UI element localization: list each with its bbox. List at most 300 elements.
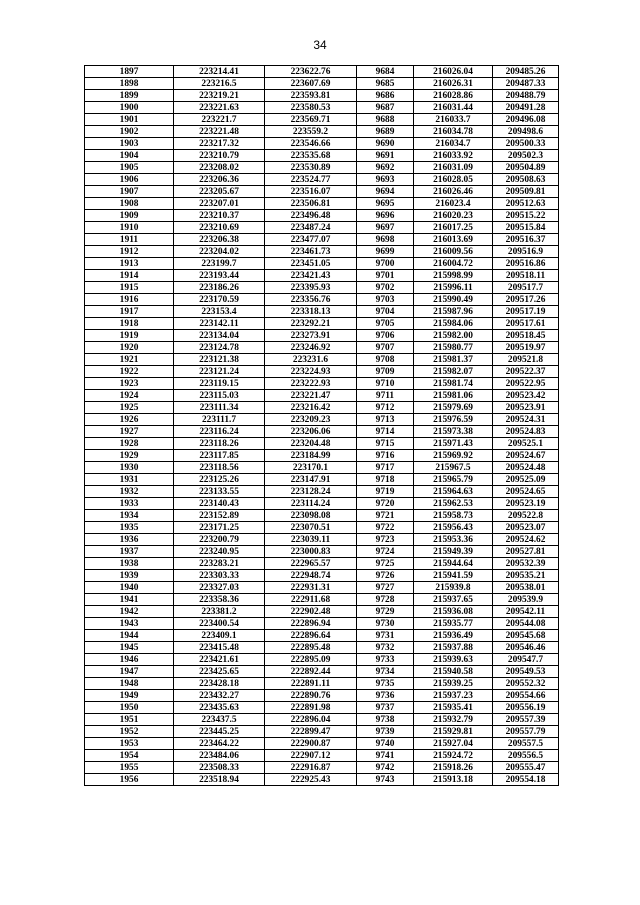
cell-coord-y-a: 222896.94 xyxy=(265,618,357,630)
cell-point-number-b: 9730 xyxy=(357,618,414,630)
table-row xyxy=(85,426,559,438)
table-row xyxy=(85,486,559,498)
cell-coord-y-b: 209535.21 xyxy=(493,570,559,582)
cell-coord-x-a: 223219.21 xyxy=(174,90,265,102)
cell-coord-x-b: 215984.06 xyxy=(414,318,493,330)
table-row xyxy=(85,378,559,390)
cell-coord-y-a: 222896.04 xyxy=(265,714,357,726)
table-row xyxy=(85,750,559,762)
cell-coord-x-a: 223221.48 xyxy=(174,126,265,138)
cell-coord-x-b: 216028.86 xyxy=(414,90,493,102)
cell-coord-y-a: 223524.77 xyxy=(265,174,357,186)
cell-point-number-b: 9706 xyxy=(357,330,414,342)
cell-coord-y-a: 222965.57 xyxy=(265,558,357,570)
table-row xyxy=(85,630,559,642)
cell-point-number-a: 1946 xyxy=(85,654,174,666)
cell-coord-x-a: 223119.15 xyxy=(174,378,265,390)
cell-coord-y-a: 223216.42 xyxy=(265,402,357,414)
cell-coord-y-a: 222911.68 xyxy=(265,594,357,606)
cell-coord-x-b: 215936.49 xyxy=(414,630,493,642)
cell-coord-y-b: 209517.19 xyxy=(493,306,559,318)
cell-point-number-b: 9716 xyxy=(357,450,414,462)
cell-coord-y-b: 209557.39 xyxy=(493,714,559,726)
cell-point-number-a: 1937 xyxy=(85,546,174,558)
table-row xyxy=(85,774,559,786)
cell-point-number-b: 9725 xyxy=(357,558,414,570)
cell-coord-y-b: 209516.9 xyxy=(493,246,559,258)
cell-point-number-b: 9715 xyxy=(357,438,414,450)
cell-coord-x-b: 215939.25 xyxy=(414,678,493,690)
cell-point-number-b: 9699 xyxy=(357,246,414,258)
cell-point-number-b: 9726 xyxy=(357,570,414,582)
cell-coord-x-b: 215936.08 xyxy=(414,606,493,618)
cell-point-number-b: 9714 xyxy=(357,426,414,438)
cell-coord-x-a: 223117.85 xyxy=(174,450,265,462)
table-row xyxy=(85,258,559,270)
cell-point-number-b: 9740 xyxy=(357,738,414,750)
cell-coord-x-b: 215913.18 xyxy=(414,774,493,786)
table-row xyxy=(85,342,559,354)
cell-coord-y-b: 209523.19 xyxy=(493,498,559,510)
cell-coord-x-b: 216033.92 xyxy=(414,150,493,162)
cell-coord-y-b: 209498.6 xyxy=(493,126,559,138)
cell-coord-y-b: 209502.3 xyxy=(493,150,559,162)
cell-point-number-a: 1941 xyxy=(85,594,174,606)
cell-point-number-a: 1948 xyxy=(85,678,174,690)
cell-point-number-a: 1922 xyxy=(85,366,174,378)
cell-coord-x-a: 223170.59 xyxy=(174,294,265,306)
cell-point-number-a: 1956 xyxy=(85,774,174,786)
cell-point-number-a: 1916 xyxy=(85,294,174,306)
cell-coord-x-a: 223116.24 xyxy=(174,426,265,438)
cell-point-number-a: 1934 xyxy=(85,510,174,522)
cell-point-number-a: 1909 xyxy=(85,210,174,222)
cell-point-number-b: 9684 xyxy=(357,66,414,78)
table-row xyxy=(85,222,559,234)
cell-coord-y-b: 209538.01 xyxy=(493,582,559,594)
cell-coord-y-a: 223114.24 xyxy=(265,498,357,510)
cell-coord-x-b: 215941.59 xyxy=(414,570,493,582)
cell-point-number-b: 9729 xyxy=(357,606,414,618)
cell-coord-y-b: 209523.42 xyxy=(493,390,559,402)
cell-coord-x-a: 223217.32 xyxy=(174,138,265,150)
cell-point-number-a: 1914 xyxy=(85,270,174,282)
cell-coord-x-a: 223221.63 xyxy=(174,102,265,114)
cell-coord-x-a: 223204.02 xyxy=(174,246,265,258)
cell-point-number-a: 1942 xyxy=(85,606,174,618)
cell-point-number-a: 1917 xyxy=(85,306,174,318)
cell-coord-y-a: 223421.43 xyxy=(265,270,357,282)
cell-coord-y-b: 209546.46 xyxy=(493,642,559,654)
cell-point-number-a: 1910 xyxy=(85,222,174,234)
cell-coord-x-a: 223432.27 xyxy=(174,690,265,702)
cell-point-number-b: 9707 xyxy=(357,342,414,354)
cell-point-number-b: 9708 xyxy=(357,354,414,366)
cell-coord-x-b: 215973.38 xyxy=(414,426,493,438)
cell-coord-x-a: 223358.36 xyxy=(174,594,265,606)
cell-point-number-a: 1936 xyxy=(85,534,174,546)
cell-coord-y-b: 209549.53 xyxy=(493,666,559,678)
cell-coord-y-a: 223209.23 xyxy=(265,414,357,426)
cell-coord-x-b: 215953.36 xyxy=(414,534,493,546)
table-row xyxy=(85,246,559,258)
cell-coord-y-a: 222892.44 xyxy=(265,666,357,678)
cell-coord-y-a: 222895.48 xyxy=(265,642,357,654)
cell-coord-x-a: 223240.95 xyxy=(174,546,265,558)
table-row xyxy=(85,666,559,678)
cell-point-number-a: 1935 xyxy=(85,522,174,534)
table-row xyxy=(85,726,559,738)
cell-point-number-b: 9722 xyxy=(357,522,414,534)
cell-coord-x-a: 223428.18 xyxy=(174,678,265,690)
cell-coord-y-a: 222948.74 xyxy=(265,570,357,582)
cell-point-number-b: 9693 xyxy=(357,174,414,186)
cell-point-number-b: 9728 xyxy=(357,594,414,606)
cell-point-number-a: 1905 xyxy=(85,162,174,174)
table-row xyxy=(85,570,559,582)
table-row xyxy=(85,318,559,330)
cell-coord-y-a: 223273.91 xyxy=(265,330,357,342)
cell-point-number-b: 9727 xyxy=(357,582,414,594)
table-row xyxy=(85,618,559,630)
cell-coord-y-b: 209517.61 xyxy=(493,318,559,330)
cell-coord-x-a: 223484.06 xyxy=(174,750,265,762)
cell-coord-x-a: 223445.25 xyxy=(174,726,265,738)
cell-point-number-a: 1928 xyxy=(85,438,174,450)
cell-point-number-a: 1949 xyxy=(85,690,174,702)
cell-coord-x-b: 215939.63 xyxy=(414,654,493,666)
table-row xyxy=(85,498,559,510)
cell-coord-y-a: 222931.31 xyxy=(265,582,357,594)
cell-point-number-a: 1927 xyxy=(85,426,174,438)
cell-coord-x-b: 215949.39 xyxy=(414,546,493,558)
cell-coord-x-b: 215944.64 xyxy=(414,558,493,570)
cell-coord-x-a: 223508.33 xyxy=(174,762,265,774)
cell-coord-x-a: 223421.61 xyxy=(174,654,265,666)
cell-coord-y-b: 209517.7 xyxy=(493,282,559,294)
cell-coord-x-a: 223193.44 xyxy=(174,270,265,282)
cell-coord-x-a: 223140.43 xyxy=(174,498,265,510)
cell-point-number-b: 9732 xyxy=(357,642,414,654)
cell-coord-x-a: 223111.7 xyxy=(174,414,265,426)
cell-coord-y-a: 223356.76 xyxy=(265,294,357,306)
cell-coord-y-b: 209524.65 xyxy=(493,486,559,498)
cell-coord-y-b: 209525.1 xyxy=(493,438,559,450)
cell-coord-y-b: 209512.63 xyxy=(493,198,559,210)
cell-point-number-a: 1933 xyxy=(85,498,174,510)
cell-coord-x-a: 223210.69 xyxy=(174,222,265,234)
cell-coord-x-b: 215935.41 xyxy=(414,702,493,714)
cell-point-number-a: 1952 xyxy=(85,726,174,738)
cell-coord-y-a: 222891.98 xyxy=(265,702,357,714)
cell-point-number-a: 1908 xyxy=(85,198,174,210)
table-row xyxy=(85,126,559,138)
cell-coord-y-b: 209487.33 xyxy=(493,78,559,90)
cell-coord-x-b: 215918.26 xyxy=(414,762,493,774)
table-body xyxy=(85,66,559,786)
cell-point-number-b: 9709 xyxy=(357,366,414,378)
cell-point-number-b: 9705 xyxy=(357,318,414,330)
cell-coord-y-a: 223395.93 xyxy=(265,282,357,294)
cell-point-number-a: 1911 xyxy=(85,234,174,246)
cell-coord-x-a: 223200.79 xyxy=(174,534,265,546)
cell-coord-y-a: 222899.47 xyxy=(265,726,357,738)
cell-point-number-b: 9703 xyxy=(357,294,414,306)
cell-coord-x-b: 216026.04 xyxy=(414,66,493,78)
cell-point-number-a: 1950 xyxy=(85,702,174,714)
cell-coord-y-a: 222896.64 xyxy=(265,630,357,642)
cell-point-number-a: 1903 xyxy=(85,138,174,150)
cell-coord-y-a: 223184.99 xyxy=(265,450,357,462)
cell-coord-y-a: 223607.69 xyxy=(265,78,357,90)
table-row xyxy=(85,306,559,318)
cell-coord-x-b: 215987.96 xyxy=(414,306,493,318)
cell-point-number-a: 1923 xyxy=(85,378,174,390)
page-number: 34 xyxy=(313,38,327,52)
cell-coord-x-b: 216020.23 xyxy=(414,210,493,222)
cell-coord-x-b: 215962.53 xyxy=(414,498,493,510)
cell-coord-y-a: 223098.08 xyxy=(265,510,357,522)
cell-coord-y-a: 223000.83 xyxy=(265,546,357,558)
cell-point-number-a: 1915 xyxy=(85,282,174,294)
cell-point-number-a: 1930 xyxy=(85,462,174,474)
cell-coord-y-b: 209547.7 xyxy=(493,654,559,666)
cell-coord-x-a: 223327.03 xyxy=(174,582,265,594)
cell-coord-y-a: 223535.68 xyxy=(265,150,357,162)
cell-point-number-a: 1955 xyxy=(85,762,174,774)
cell-coord-y-b: 209518.11 xyxy=(493,270,559,282)
cell-point-number-b: 9694 xyxy=(357,186,414,198)
cell-point-number-b: 9723 xyxy=(357,534,414,546)
cell-coord-y-a: 223559.2 xyxy=(265,126,357,138)
cell-coord-x-a: 223111.34 xyxy=(174,402,265,414)
cell-coord-y-b: 209522.95 xyxy=(493,378,559,390)
cell-point-number-b: 9701 xyxy=(357,270,414,282)
cell-coord-x-b: 215998.99 xyxy=(414,270,493,282)
cell-coord-y-b: 209524.48 xyxy=(493,462,559,474)
cell-coord-y-a: 223318.13 xyxy=(265,306,357,318)
cell-coord-y-b: 209557.5 xyxy=(493,738,559,750)
cell-coord-x-a: 223206.38 xyxy=(174,234,265,246)
cell-coord-y-b: 209556.5 xyxy=(493,750,559,762)
cell-coord-y-a: 222925.43 xyxy=(265,774,357,786)
cell-coord-x-a: 223121.38 xyxy=(174,354,265,366)
cell-coord-y-a: 223506.81 xyxy=(265,198,357,210)
table-row xyxy=(85,414,559,426)
table-row xyxy=(85,678,559,690)
cell-coord-y-a: 223221.47 xyxy=(265,390,357,402)
table-row xyxy=(85,390,559,402)
table-row xyxy=(85,90,559,102)
table-row xyxy=(85,186,559,198)
cell-coord-x-b: 216009.56 xyxy=(414,246,493,258)
cell-coord-y-a: 223569.71 xyxy=(265,114,357,126)
cell-point-number-b: 9690 xyxy=(357,138,414,150)
cell-point-number-a: 1920 xyxy=(85,342,174,354)
table-row xyxy=(85,606,559,618)
cell-coord-x-b: 215937.23 xyxy=(414,690,493,702)
cell-coord-y-b: 209522.37 xyxy=(493,366,559,378)
cell-point-number-b: 9742 xyxy=(357,762,414,774)
cell-coord-y-a: 223246.92 xyxy=(265,342,357,354)
cell-coord-x-a: 223152.89 xyxy=(174,510,265,522)
cell-coord-y-a: 222890.76 xyxy=(265,690,357,702)
cell-coord-x-b: 215932.79 xyxy=(414,714,493,726)
cell-point-number-a: 1938 xyxy=(85,558,174,570)
cell-point-number-a: 1913 xyxy=(85,258,174,270)
cell-coord-x-a: 223206.36 xyxy=(174,174,265,186)
table-row xyxy=(85,762,559,774)
cell-coord-x-b: 216013.69 xyxy=(414,234,493,246)
cell-coord-x-a: 223205.67 xyxy=(174,186,265,198)
cell-coord-x-a: 223409.1 xyxy=(174,630,265,642)
cell-coord-y-b: 209524.62 xyxy=(493,534,559,546)
cell-point-number-b: 9688 xyxy=(357,114,414,126)
cell-point-number-a: 1945 xyxy=(85,642,174,654)
cell-coord-y-b: 209488.79 xyxy=(493,90,559,102)
cell-coord-y-a: 223496.48 xyxy=(265,210,357,222)
cell-coord-x-b: 215969.92 xyxy=(414,450,493,462)
cell-coord-y-b: 209525.09 xyxy=(493,474,559,486)
cell-coord-x-a: 223437.5 xyxy=(174,714,265,726)
cell-coord-y-a: 223292.21 xyxy=(265,318,357,330)
cell-coord-y-a: 223461.73 xyxy=(265,246,357,258)
cell-coord-x-a: 223208.02 xyxy=(174,162,265,174)
cell-coord-y-b: 209522.8 xyxy=(493,510,559,522)
cell-coord-x-a: 223214.41 xyxy=(174,66,265,78)
cell-point-number-a: 1925 xyxy=(85,402,174,414)
table-row xyxy=(85,738,559,750)
cell-point-number-a: 1912 xyxy=(85,246,174,258)
cell-coord-x-b: 215929.81 xyxy=(414,726,493,738)
cell-coord-x-b: 215924.72 xyxy=(414,750,493,762)
cell-coord-y-b: 209517.26 xyxy=(493,294,559,306)
cell-coord-x-b: 215981.06 xyxy=(414,390,493,402)
cell-point-number-b: 9731 xyxy=(357,630,414,642)
table-row xyxy=(85,450,559,462)
table-row xyxy=(85,402,559,414)
table-row xyxy=(85,270,559,282)
cell-point-number-b: 9717 xyxy=(357,462,414,474)
cell-point-number-b: 9733 xyxy=(357,654,414,666)
cell-point-number-a: 1944 xyxy=(85,630,174,642)
cell-point-number-b: 9741 xyxy=(357,750,414,762)
cell-point-number-a: 1929 xyxy=(85,450,174,462)
table-row xyxy=(85,654,559,666)
table-row xyxy=(85,78,559,90)
coordinates-table xyxy=(84,65,559,786)
cell-coord-y-b: 209496.08 xyxy=(493,114,559,126)
cell-coord-y-b: 209532.39 xyxy=(493,558,559,570)
cell-coord-x-a: 223221.7 xyxy=(174,114,265,126)
cell-coord-x-a: 223464.22 xyxy=(174,738,265,750)
cell-coord-x-a: 223210.79 xyxy=(174,150,265,162)
table-row xyxy=(85,522,559,534)
cell-coord-y-a: 223206.06 xyxy=(265,426,357,438)
cell-coord-y-a: 223170.1 xyxy=(265,462,357,474)
cell-coord-y-a: 223477.07 xyxy=(265,234,357,246)
table-row xyxy=(85,582,559,594)
cell-coord-y-a: 223546.66 xyxy=(265,138,357,150)
cell-coord-y-b: 209516.86 xyxy=(493,258,559,270)
table-row xyxy=(85,534,559,546)
cell-point-number-a: 1900 xyxy=(85,102,174,114)
cell-coord-y-b: 209554.18 xyxy=(493,774,559,786)
table-row xyxy=(85,438,559,450)
cell-coord-x-a: 223283.21 xyxy=(174,558,265,570)
cell-coord-y-b: 209516.37 xyxy=(493,234,559,246)
cell-coord-x-a: 223121.24 xyxy=(174,366,265,378)
table-row xyxy=(85,162,559,174)
cell-point-number-a: 1953 xyxy=(85,738,174,750)
cell-point-number-a: 1904 xyxy=(85,150,174,162)
cell-coord-x-b: 215982.00 xyxy=(414,330,493,342)
cell-coord-y-b: 209524.83 xyxy=(493,426,559,438)
cell-coord-y-a: 222907.12 xyxy=(265,750,357,762)
cell-coord-y-b: 209524.67 xyxy=(493,450,559,462)
cell-coord-x-b: 216028.05 xyxy=(414,174,493,186)
cell-point-number-b: 9697 xyxy=(357,222,414,234)
cell-coord-y-b: 209523.91 xyxy=(493,402,559,414)
cell-point-number-a: 1902 xyxy=(85,126,174,138)
cell-coord-y-a: 223231.6 xyxy=(265,354,357,366)
cell-coord-x-a: 223133.55 xyxy=(174,486,265,498)
cell-coord-y-b: 209508.63 xyxy=(493,174,559,186)
cell-coord-x-a: 223518.94 xyxy=(174,774,265,786)
table-row xyxy=(85,366,559,378)
cell-coord-y-b: 209524.31 xyxy=(493,414,559,426)
cell-coord-y-b: 209504.89 xyxy=(493,162,559,174)
cell-point-number-b: 9738 xyxy=(357,714,414,726)
cell-point-number-a: 1932 xyxy=(85,486,174,498)
cell-point-number-b: 9685 xyxy=(357,78,414,90)
table-row xyxy=(85,114,559,126)
cell-point-number-b: 9712 xyxy=(357,402,414,414)
cell-coord-x-b: 215940.58 xyxy=(414,666,493,678)
table-row xyxy=(85,234,559,246)
cell-coord-y-a: 222895.09 xyxy=(265,654,357,666)
cell-coord-x-a: 223124.78 xyxy=(174,342,265,354)
table-row xyxy=(85,210,559,222)
cell-coord-y-b: 209491.28 xyxy=(493,102,559,114)
cell-coord-y-a: 223487.24 xyxy=(265,222,357,234)
cell-coord-x-b: 216033.7 xyxy=(414,114,493,126)
cell-point-number-a: 1897 xyxy=(85,66,174,78)
cell-coord-y-b: 209552.32 xyxy=(493,678,559,690)
cell-coord-y-a: 222891.11 xyxy=(265,678,357,690)
cell-point-number-a: 1901 xyxy=(85,114,174,126)
cell-point-number-b: 9719 xyxy=(357,486,414,498)
cell-coord-y-b: 209523.07 xyxy=(493,522,559,534)
table-row xyxy=(85,594,559,606)
cell-point-number-b: 9704 xyxy=(357,306,414,318)
cell-coord-x-b: 215980.77 xyxy=(414,342,493,354)
cell-coord-x-b: 215964.63 xyxy=(414,486,493,498)
table-row xyxy=(85,330,559,342)
cell-coord-x-b: 215956.43 xyxy=(414,522,493,534)
cell-coord-x-b: 216034.7 xyxy=(414,138,493,150)
cell-coord-x-b: 215937.65 xyxy=(414,594,493,606)
cell-coord-y-b: 209539.9 xyxy=(493,594,559,606)
cell-coord-x-b: 215981.37 xyxy=(414,354,493,366)
cell-coord-x-a: 223425.65 xyxy=(174,666,265,678)
cell-coord-y-a: 223451.05 xyxy=(265,258,357,270)
cell-point-number-b: 9737 xyxy=(357,702,414,714)
cell-coord-y-a: 222902.48 xyxy=(265,606,357,618)
cell-coord-x-b: 215965.79 xyxy=(414,474,493,486)
cell-point-number-b: 9739 xyxy=(357,726,414,738)
cell-coord-y-b: 209544.08 xyxy=(493,618,559,630)
